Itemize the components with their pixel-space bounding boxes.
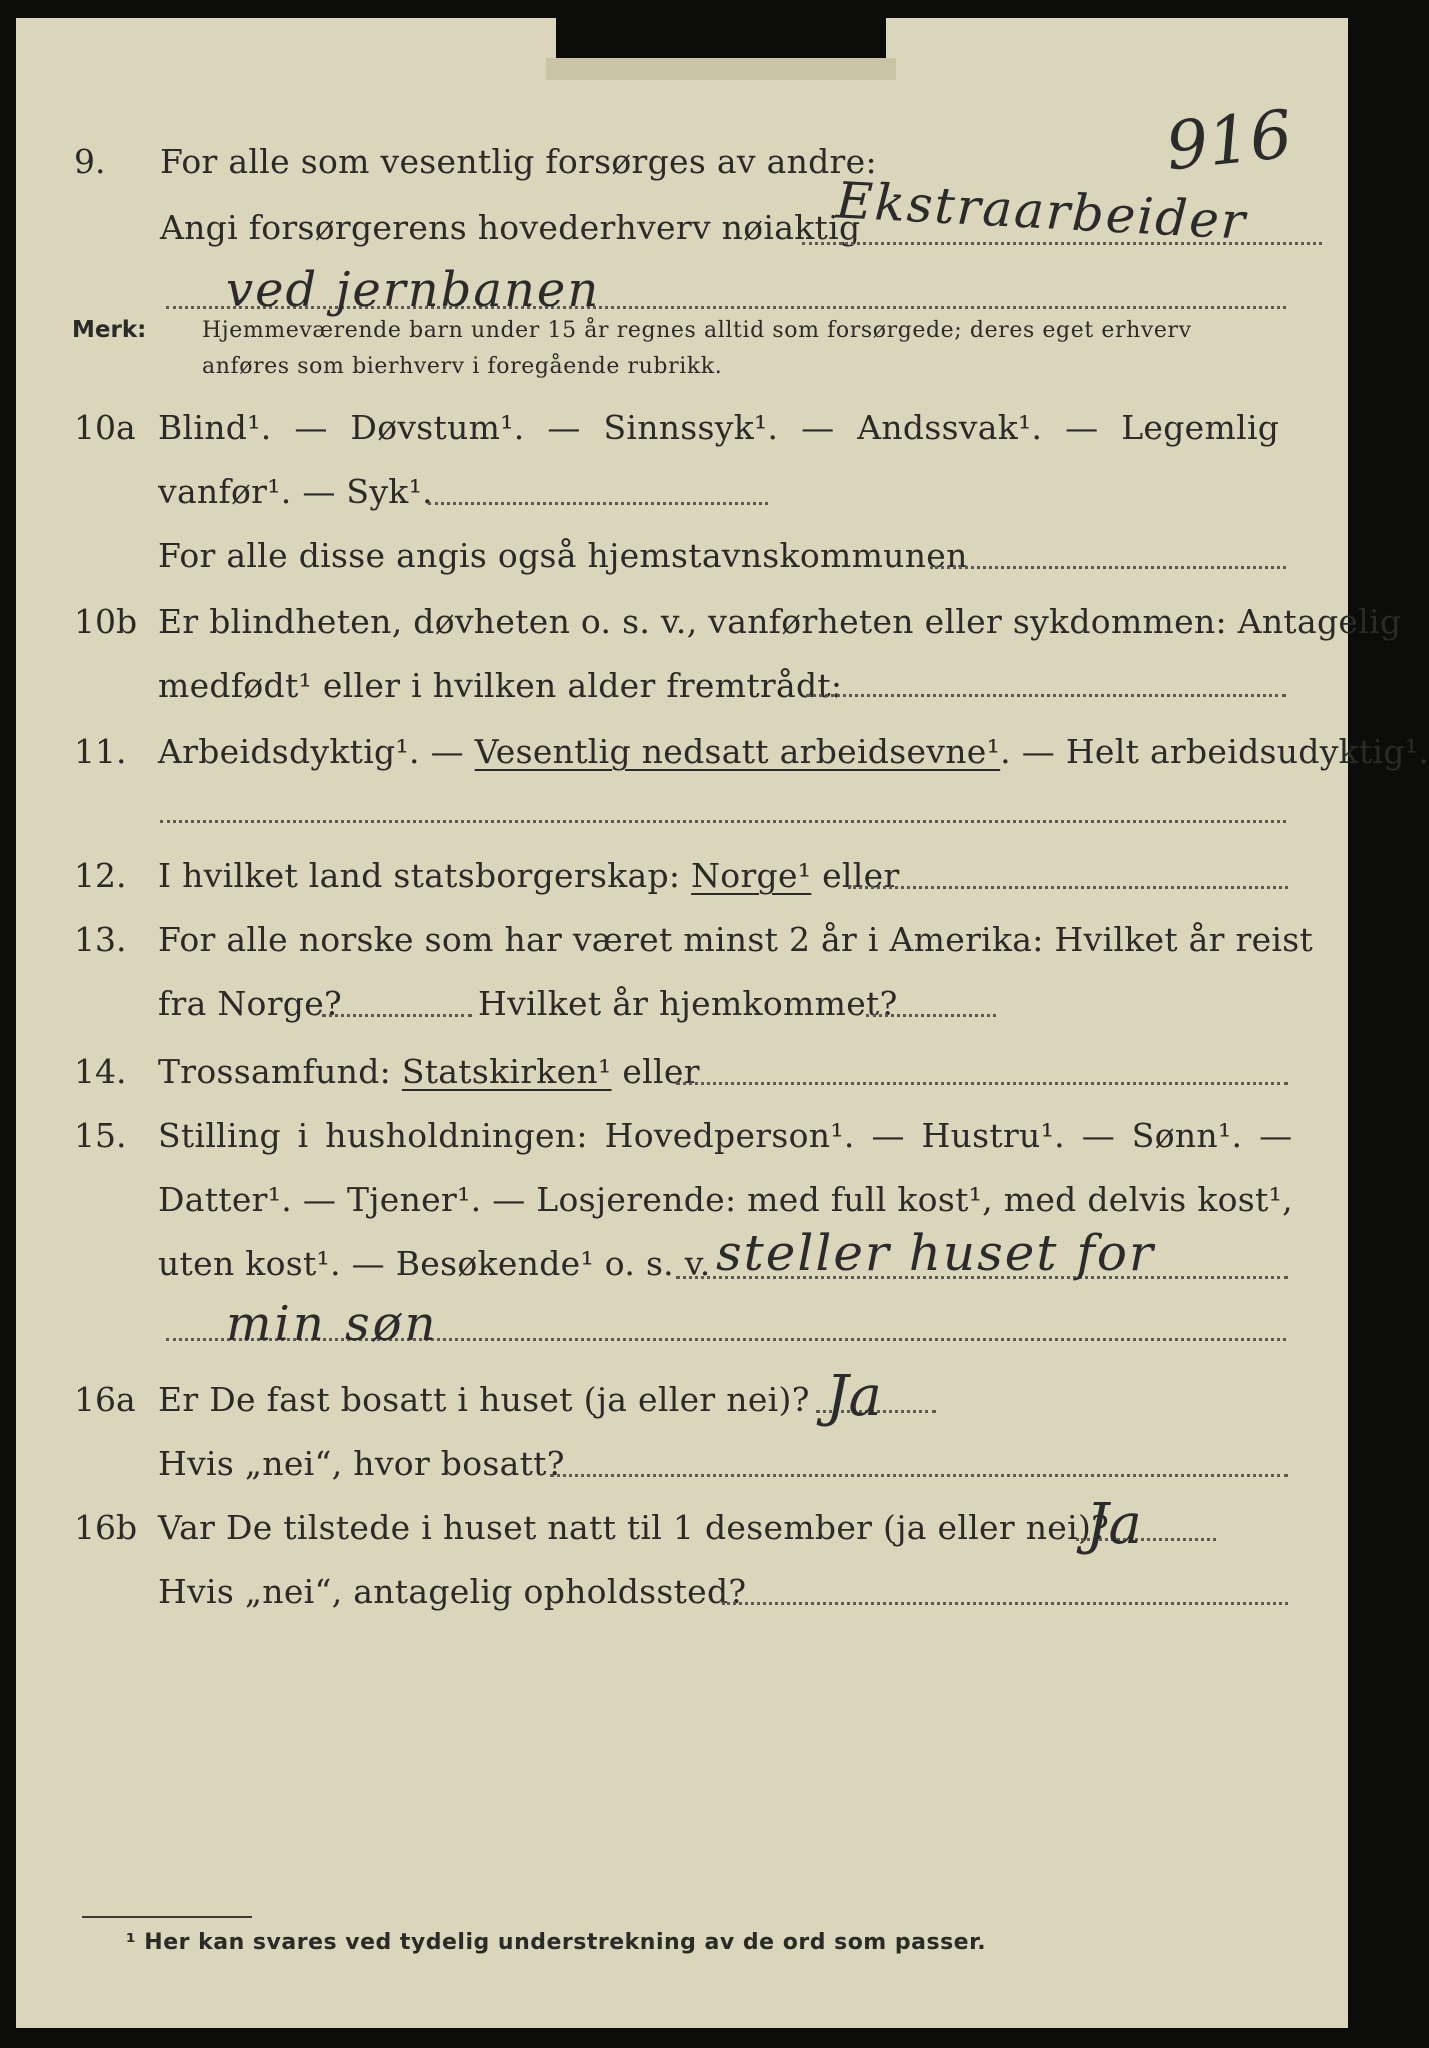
q13-answer-line2: [866, 1014, 996, 1017]
q10a-line2: vanfør¹. — Syk¹.: [158, 472, 433, 511]
corner-handwritten-number: 916: [1162, 95, 1296, 186]
q14-number: 14.: [74, 1052, 127, 1091]
q11-answer-line: [160, 820, 1286, 823]
q10a-number: 10a: [74, 408, 136, 447]
q13-line2b: Hvilket år hjemkommet?: [478, 984, 898, 1023]
q13-line1: For alle norske som har været minst 2 år i Amerika: Hvilket år reist: [158, 920, 1314, 959]
q16a-handwritten-answer: Ja: [826, 1364, 882, 1429]
q14-question: Trossamfund:: [158, 1052, 402, 1091]
q9-handwritten-answer1: Ekstraarbeider: [834, 171, 1249, 251]
q12-option-other: eller: [811, 856, 900, 895]
q14-option-statskirken-underlined: Statskirken¹: [401, 1052, 612, 1091]
q10a-line1: Blind¹. — Døvstum¹. — Sinnssyk¹. — Andssvak¹. — Legemlig: [158, 408, 1280, 447]
q16b-answer-line2: [722, 1602, 1288, 1605]
q15-handwritten-answer1: steller huset for: [716, 1224, 1155, 1282]
q16a-line1: Er De fast bosatt i huset (ja eller nei)?: [158, 1380, 810, 1419]
q12-line1: [158, 856, 900, 896]
q9-handwritten-answer2: ved jernbanen: [226, 262, 601, 318]
q14-line1: [158, 1052, 700, 1092]
q15-handwritten-answer2: min søn: [226, 1296, 439, 1352]
q13-answer-line1: [322, 1014, 472, 1017]
q12-question: I hvilket land statsborgerskap:: [158, 856, 692, 895]
q16a-number: 16a: [74, 1380, 136, 1419]
q16b-line2: Hvis „nei“, antagelig opholdssted?: [158, 1572, 747, 1611]
merk-label: Merk:: [72, 317, 147, 343]
census-form-page: [16, 18, 1429, 2028]
footnote: ¹ Her kan svares ved tydelig understrekning av de ord som passer.: [126, 1930, 987, 1955]
q15-line3: uten kost¹. — Besøkende¹ o. s. v.: [158, 1244, 711, 1283]
q11-line1: [158, 732, 1429, 772]
q12-option-norge-underlined: Norge¹: [691, 856, 812, 895]
q11-option-fit: Arbeidsdyktig¹. —: [158, 732, 475, 771]
q11-option-reduced-underlined: Vesentlig nedsatt arbeidsevne¹: [474, 732, 1001, 771]
page-tab: [546, 58, 896, 80]
q13-number: 13.: [74, 920, 127, 959]
q10a-line3: For alle disse angis også hjemstavnskommunen: [158, 536, 968, 575]
q16a-line2: Hvis „nei“, hvor bosatt?: [158, 1444, 565, 1483]
merk-line2: anføres som bierhverv i foregående rubrikk.: [202, 354, 723, 379]
q16b-line1: Var De tilstede i huset natt til 1 desember (ja eller nei)?: [158, 1508, 1110, 1547]
q11-number: 11.: [74, 732, 127, 771]
q10b-answer-line: [806, 694, 1286, 697]
q15-line2: Datter¹. — Tjener¹. — Losjerende: med full kost¹, med delvis kost¹,: [158, 1180, 1293, 1219]
q16a-answer-line2: [550, 1474, 1288, 1477]
q10b-number: 10b: [74, 602, 138, 641]
q13-line2a: fra Norge?: [158, 984, 343, 1023]
q10b-line2: medfødt¹ eller i hvilken alder fremtrådt:: [158, 666, 843, 705]
q14-answer-line: [676, 1082, 1288, 1085]
q14-option-other: eller: [611, 1052, 700, 1091]
q9-number: 9.: [74, 142, 106, 181]
q15-number: 15.: [74, 1116, 127, 1155]
q15-line1: Stilling i husholdningen: Hovedperson¹. — Hustru¹. — Sønn¹. —: [158, 1116, 1293, 1155]
footnote-rule: [82, 1916, 252, 1918]
q10b-line1: Er blindheten, døvheten o. s. v., vanførheten eller sykdommen: Antagelig: [158, 602, 1402, 641]
merk-line1: Hjemmeværende barn under 15 år regnes alltid som forsørgede; deres eget erhverv: [202, 318, 1192, 343]
q16b-handwritten-answer: Ja: [1086, 1492, 1142, 1557]
q11-option-unfit: . — Helt arbeidsudyktig¹.: [1000, 732, 1429, 771]
q10a-answer-line2: [930, 566, 1286, 569]
q10a-answer-line1: [428, 502, 768, 505]
q16b-number: 16b: [74, 1508, 138, 1547]
q9-line1: For alle som vesentlig forsørges av andre:: [160, 142, 877, 181]
q12-number: 12.: [74, 856, 127, 895]
q9-line2: Angi forsørgerens hovederhverv nøiaktig: [160, 208, 861, 247]
q12-answer-line: [848, 886, 1288, 889]
